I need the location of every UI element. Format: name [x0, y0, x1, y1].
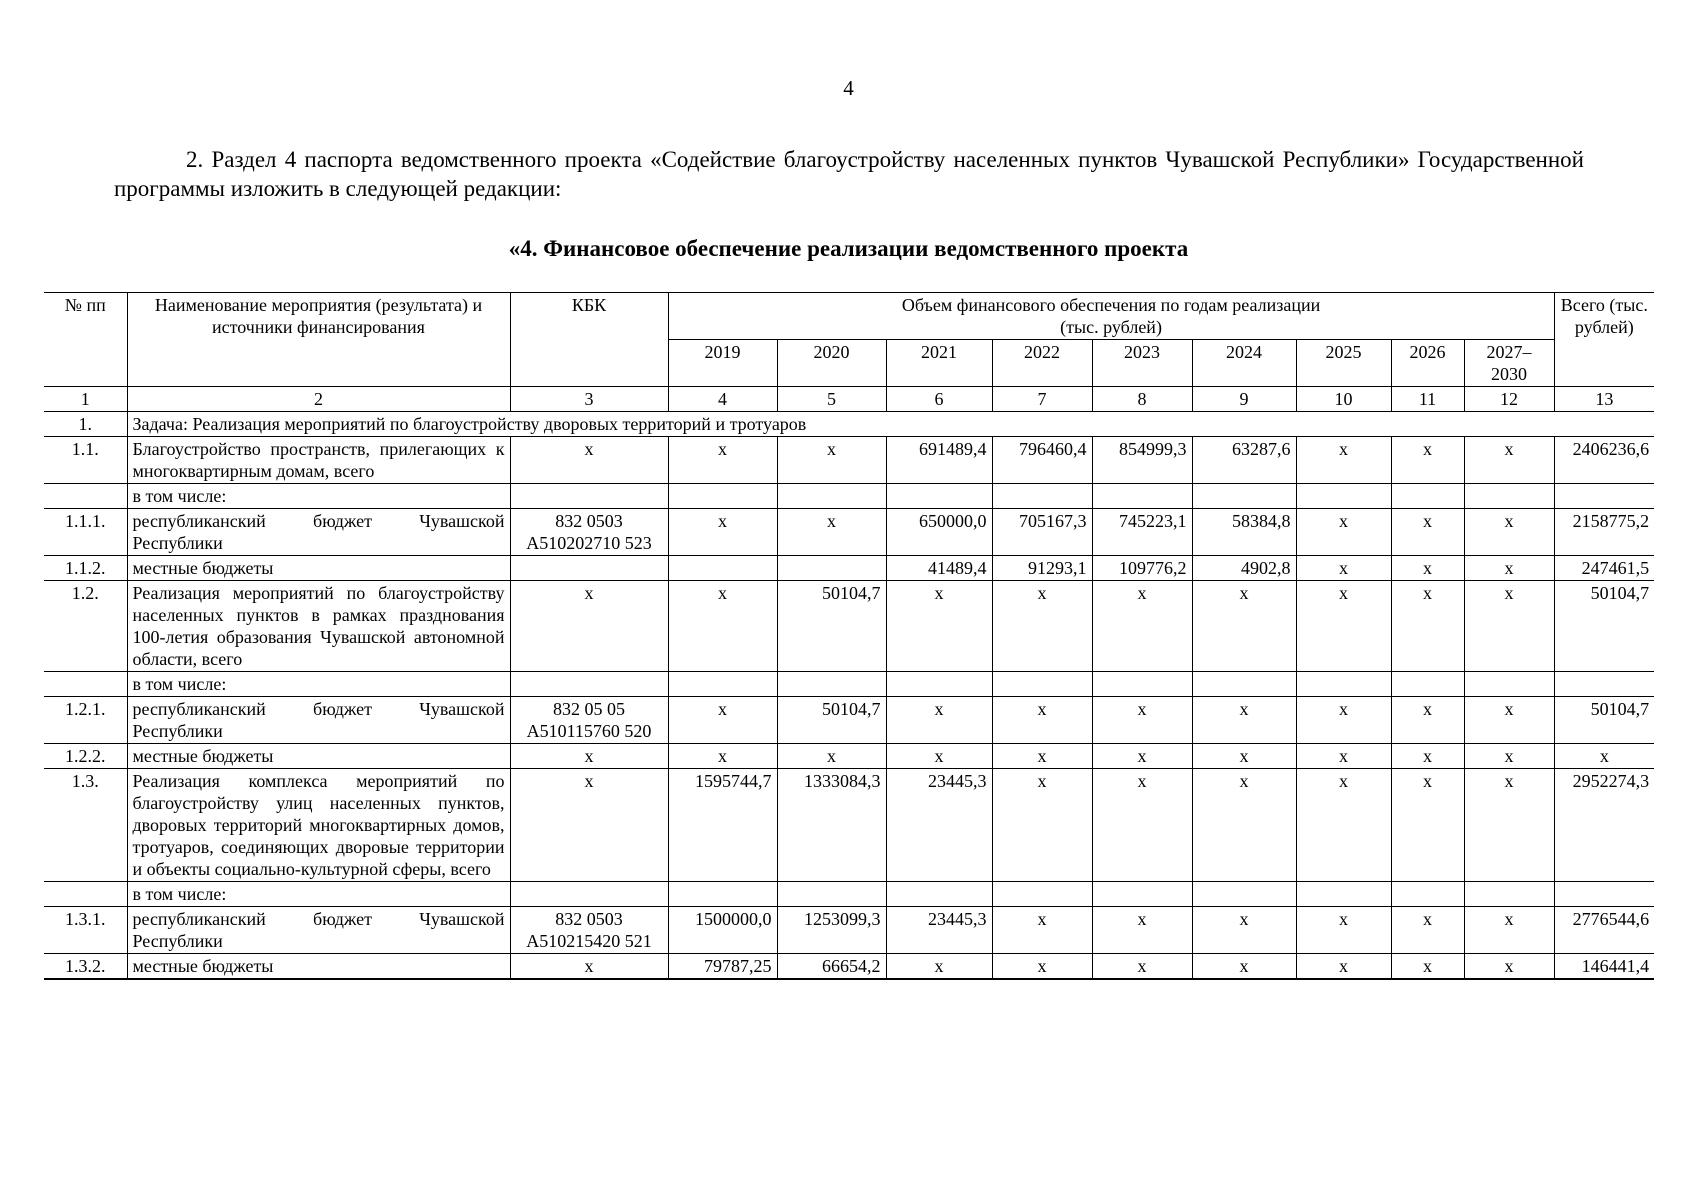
header-name: Наименование мероприятия (результата) и источники финансирования: [127, 293, 510, 387]
row-value: [1464, 672, 1554, 697]
row-value: х: [1192, 581, 1296, 672]
row-value: х: [668, 437, 777, 484]
row-value: 745223,1: [1092, 509, 1192, 556]
row-value: [668, 484, 777, 509]
column-number: 6: [886, 387, 992, 412]
table-row: [44, 697, 1654, 744]
row-value: [777, 556, 886, 581]
row-value: х: [1092, 954, 1192, 980]
row-value: [668, 556, 777, 581]
row-value: х: [1192, 907, 1296, 954]
task-row: [44, 412, 1654, 437]
row-value: х: [1092, 697, 1192, 744]
row-value: [1192, 882, 1296, 907]
header-year: 2025: [1296, 340, 1391, 387]
row-value: [886, 672, 992, 697]
row-value: х: [886, 581, 992, 672]
row-kbk: х: [510, 769, 668, 882]
header-total: Всего (тыс. рублей): [1554, 293, 1654, 387]
header-row: [44, 293, 1654, 340]
row-value: х: [1391, 769, 1464, 882]
row-name: в том числе:: [127, 672, 510, 697]
row-kbk: 832 05 05 А510115760 520: [510, 697, 668, 744]
row-value: х: [992, 954, 1092, 980]
row-value: [1092, 672, 1192, 697]
row-total: 2952274,3: [1554, 769, 1654, 882]
row-value: х: [1464, 581, 1554, 672]
table-row: [44, 672, 1654, 697]
row-value: [1464, 484, 1554, 509]
row-value: 23445,3: [886, 907, 992, 954]
row-value: 58384,8: [1192, 509, 1296, 556]
header-year: 2020: [777, 340, 886, 387]
row-value: 854999,3: [1092, 437, 1192, 484]
row-name: местные бюджеты: [127, 744, 510, 769]
row-value: 705167,3: [992, 509, 1092, 556]
column-number: 10: [1296, 387, 1391, 412]
row-value: 50104,7: [777, 697, 886, 744]
row-name: Благоустройство пространств, прилегающих к многоквартирным домам, всего: [127, 437, 510, 484]
row-name: Реализация комплекса мероприятий по благоустройству улиц населенных пунктов, дворовых территорий многоквартирных домов, тротуаров, соединяющих дворовые территории и объекты социально-культурной сферы, всего: [127, 769, 510, 882]
row-value: 79787,25: [668, 954, 777, 980]
row-value: х: [1391, 581, 1464, 672]
row-value: [1092, 484, 1192, 509]
table-row: [44, 882, 1654, 907]
row-name: местные бюджеты: [127, 954, 510, 980]
row-value: 109776,2: [1092, 556, 1192, 581]
row-value: х: [1192, 697, 1296, 744]
row-num: 1.3.: [44, 769, 127, 882]
row-value: х: [1192, 744, 1296, 769]
row-value: 91293,1: [992, 556, 1092, 581]
row-value: х: [886, 954, 992, 980]
page-number: 4: [843, 76, 854, 100]
column-number: 2: [127, 387, 510, 412]
row-value: х: [1391, 744, 1464, 769]
row-value: х: [1391, 556, 1464, 581]
row-value: х: [1296, 697, 1391, 744]
row-value: х: [1092, 581, 1192, 672]
row-value: 4902,8: [1192, 556, 1296, 581]
row-value: 66654,2: [777, 954, 886, 980]
row-kbk: 832 0503 А510215420 521: [510, 907, 668, 954]
row-total: 247461,5: [1554, 556, 1654, 581]
row-value: х: [886, 744, 992, 769]
row-value: х: [1296, 954, 1391, 980]
row-value: 23445,3: [886, 769, 992, 882]
row-kbk: х: [510, 954, 668, 980]
table-row: [44, 907, 1654, 954]
row-value: [1192, 484, 1296, 509]
row-num: 1.2.1.: [44, 697, 127, 744]
column-number: 8: [1092, 387, 1192, 412]
task-text: Задача: Реализация мероприятий по благоустройству дворовых территорий и тротуаров: [127, 412, 1654, 437]
column-number: 7: [992, 387, 1092, 412]
row-kbk: х: [510, 744, 668, 769]
row-total: [1554, 484, 1654, 509]
table-row: [44, 744, 1654, 769]
row-value: [1296, 882, 1391, 907]
row-total: 146441,4: [1554, 954, 1654, 980]
row-value: х: [1192, 769, 1296, 882]
row-value: х: [1092, 907, 1192, 954]
row-value: х: [1464, 744, 1554, 769]
row-num: 1.1.1.: [44, 509, 127, 556]
column-number: 12: [1464, 387, 1554, 412]
row-value: х: [777, 509, 886, 556]
row-kbk: [510, 484, 668, 509]
row-value: х: [668, 509, 777, 556]
row-value: х: [1192, 954, 1296, 980]
row-value: х: [777, 744, 886, 769]
row-kbk: х: [510, 437, 668, 484]
row-value: 50104,7: [777, 581, 886, 672]
row-total: [1554, 672, 1654, 697]
row-value: 1595744,7: [668, 769, 777, 882]
task-num: 1.: [44, 412, 127, 437]
column-number: 11: [1391, 387, 1464, 412]
table-row: [44, 954, 1654, 980]
header-volume-title: Объем финансового обеспечения по годам реализации: [901, 295, 1321, 315]
row-value: х: [1296, 437, 1391, 484]
row-value: [992, 672, 1092, 697]
financing-table: [44, 292, 1654, 980]
row-name: местные бюджеты: [127, 556, 510, 581]
row-value: х: [1464, 954, 1554, 980]
header-kbk: КБК: [510, 293, 668, 387]
row-value: 41489,4: [886, 556, 992, 581]
header-year: 2023: [1092, 340, 1192, 387]
header-year: 2024: [1192, 340, 1296, 387]
row-value: х: [1464, 697, 1554, 744]
table-row: [44, 581, 1654, 672]
row-value: х: [1464, 769, 1554, 882]
row-kbk: х: [510, 581, 668, 672]
row-total: х: [1554, 744, 1654, 769]
row-num: [44, 484, 127, 509]
row-value: [668, 672, 777, 697]
row-value: [1296, 672, 1391, 697]
row-value: х: [886, 697, 992, 744]
row-num: [44, 672, 127, 697]
row-value: х: [1464, 556, 1554, 581]
header-year: 2019: [668, 340, 777, 387]
row-value: х: [1296, 556, 1391, 581]
row-value: х: [1391, 907, 1464, 954]
row-name: Реализация мероприятий по благоустройству населенных пунктов в рамках празднования 100-летия образования Чувашской автономной области, всего: [127, 581, 510, 672]
column-numbers-row: [44, 387, 1654, 412]
header-year: 2027–2030: [1464, 340, 1554, 387]
table-row: [44, 437, 1654, 484]
column-number: 4: [668, 387, 777, 412]
header-volume: [668, 293, 1554, 340]
column-number: 9: [1192, 387, 1296, 412]
row-value: [1391, 484, 1464, 509]
column-number: 1: [44, 387, 127, 412]
row-name: республиканский бюджет Чувашской Республики: [127, 697, 510, 744]
row-value: х: [1391, 509, 1464, 556]
row-name: в том числе:: [127, 882, 510, 907]
header-year: 2021: [886, 340, 992, 387]
row-kbk: [510, 556, 668, 581]
row-value: [1391, 882, 1464, 907]
row-value: х: [992, 907, 1092, 954]
row-value: х: [1092, 744, 1192, 769]
row-value: [1464, 882, 1554, 907]
row-total: 50104,7: [1554, 697, 1654, 744]
row-value: х: [1391, 954, 1464, 980]
row-value: х: [1464, 509, 1554, 556]
row-num: 1.3.2.: [44, 954, 127, 980]
table-row: [44, 769, 1654, 882]
row-value: х: [1464, 907, 1554, 954]
header-year: 2022: [992, 340, 1092, 387]
row-value: [1192, 672, 1296, 697]
row-value: х: [668, 744, 777, 769]
row-total: [1554, 882, 1654, 907]
row-value: [668, 882, 777, 907]
row-value: 63287,6: [1192, 437, 1296, 484]
row-value: 1333084,3: [777, 769, 886, 882]
row-name: республиканский бюджет Чувашской Республики: [127, 907, 510, 954]
row-value: [886, 882, 992, 907]
row-value: 1253099,3: [777, 907, 886, 954]
row-value: х: [992, 697, 1092, 744]
row-value: [777, 484, 886, 509]
row-num: 1.3.1.: [44, 907, 127, 954]
row-value: 691489,4: [886, 437, 992, 484]
row-name: в том числе:: [127, 484, 510, 509]
row-value: х: [1296, 769, 1391, 882]
section-heading: «4. Финансовое обеспечение реализации ведомственного проекта: [508, 236, 1189, 261]
table-row: [44, 484, 1654, 509]
row-value: х: [1391, 697, 1464, 744]
row-value: [1391, 672, 1464, 697]
row-value: [1296, 484, 1391, 509]
column-number: 13: [1554, 387, 1654, 412]
row-value: х: [668, 697, 777, 744]
row-total: 2406236,6: [1554, 437, 1654, 484]
row-value: [992, 484, 1092, 509]
table-row: [44, 556, 1654, 581]
row-total: 2158775,2: [1554, 509, 1654, 556]
row-total: 2776544,6: [1554, 907, 1654, 954]
row-num: [44, 882, 127, 907]
row-num: 1.1.2.: [44, 556, 127, 581]
row-value: [1092, 882, 1192, 907]
row-value: х: [668, 581, 777, 672]
row-total: 50104,7: [1554, 581, 1654, 672]
row-num: 1.1.: [44, 437, 127, 484]
row-value: 650000,0: [886, 509, 992, 556]
row-name: республиканский бюджет Чувашской Республики: [127, 509, 510, 556]
column-number: 5: [777, 387, 886, 412]
row-value: х: [777, 437, 886, 484]
row-value: [777, 882, 886, 907]
row-value: х: [992, 769, 1092, 882]
row-value: 796460,4: [992, 437, 1092, 484]
row-value: х: [992, 581, 1092, 672]
row-value: х: [1296, 907, 1391, 954]
row-value: [777, 672, 886, 697]
row-value: [992, 882, 1092, 907]
row-kbk: 832 0503 А510202710 523: [510, 509, 668, 556]
header-volume-unit: (тыс. рублей): [1060, 317, 1162, 337]
row-num: 1.2.: [44, 581, 127, 672]
row-value: х: [1092, 769, 1192, 882]
header-year: 2026: [1391, 340, 1464, 387]
row-value: х: [1464, 437, 1554, 484]
row-value: [886, 484, 992, 509]
intro-paragraph: 2. Раздел 4 паспорта ведомственного проекта «Содействие благоустройству населенных пунктов Чувашской Республики» Государственной программы изложить в следующей редакции:: [114, 147, 1584, 201]
row-kbk: [510, 882, 668, 907]
column-number: 3: [510, 387, 668, 412]
row-value: 1500000,0: [668, 907, 777, 954]
row-kbk: [510, 672, 668, 697]
row-num: 1.2.2.: [44, 744, 127, 769]
row-value: х: [1296, 744, 1391, 769]
table-row: [44, 509, 1654, 556]
header-num: № пп: [44, 293, 127, 387]
row-value: х: [1296, 509, 1391, 556]
row-value: х: [1391, 437, 1464, 484]
row-value: х: [992, 744, 1092, 769]
row-value: х: [1296, 581, 1391, 672]
